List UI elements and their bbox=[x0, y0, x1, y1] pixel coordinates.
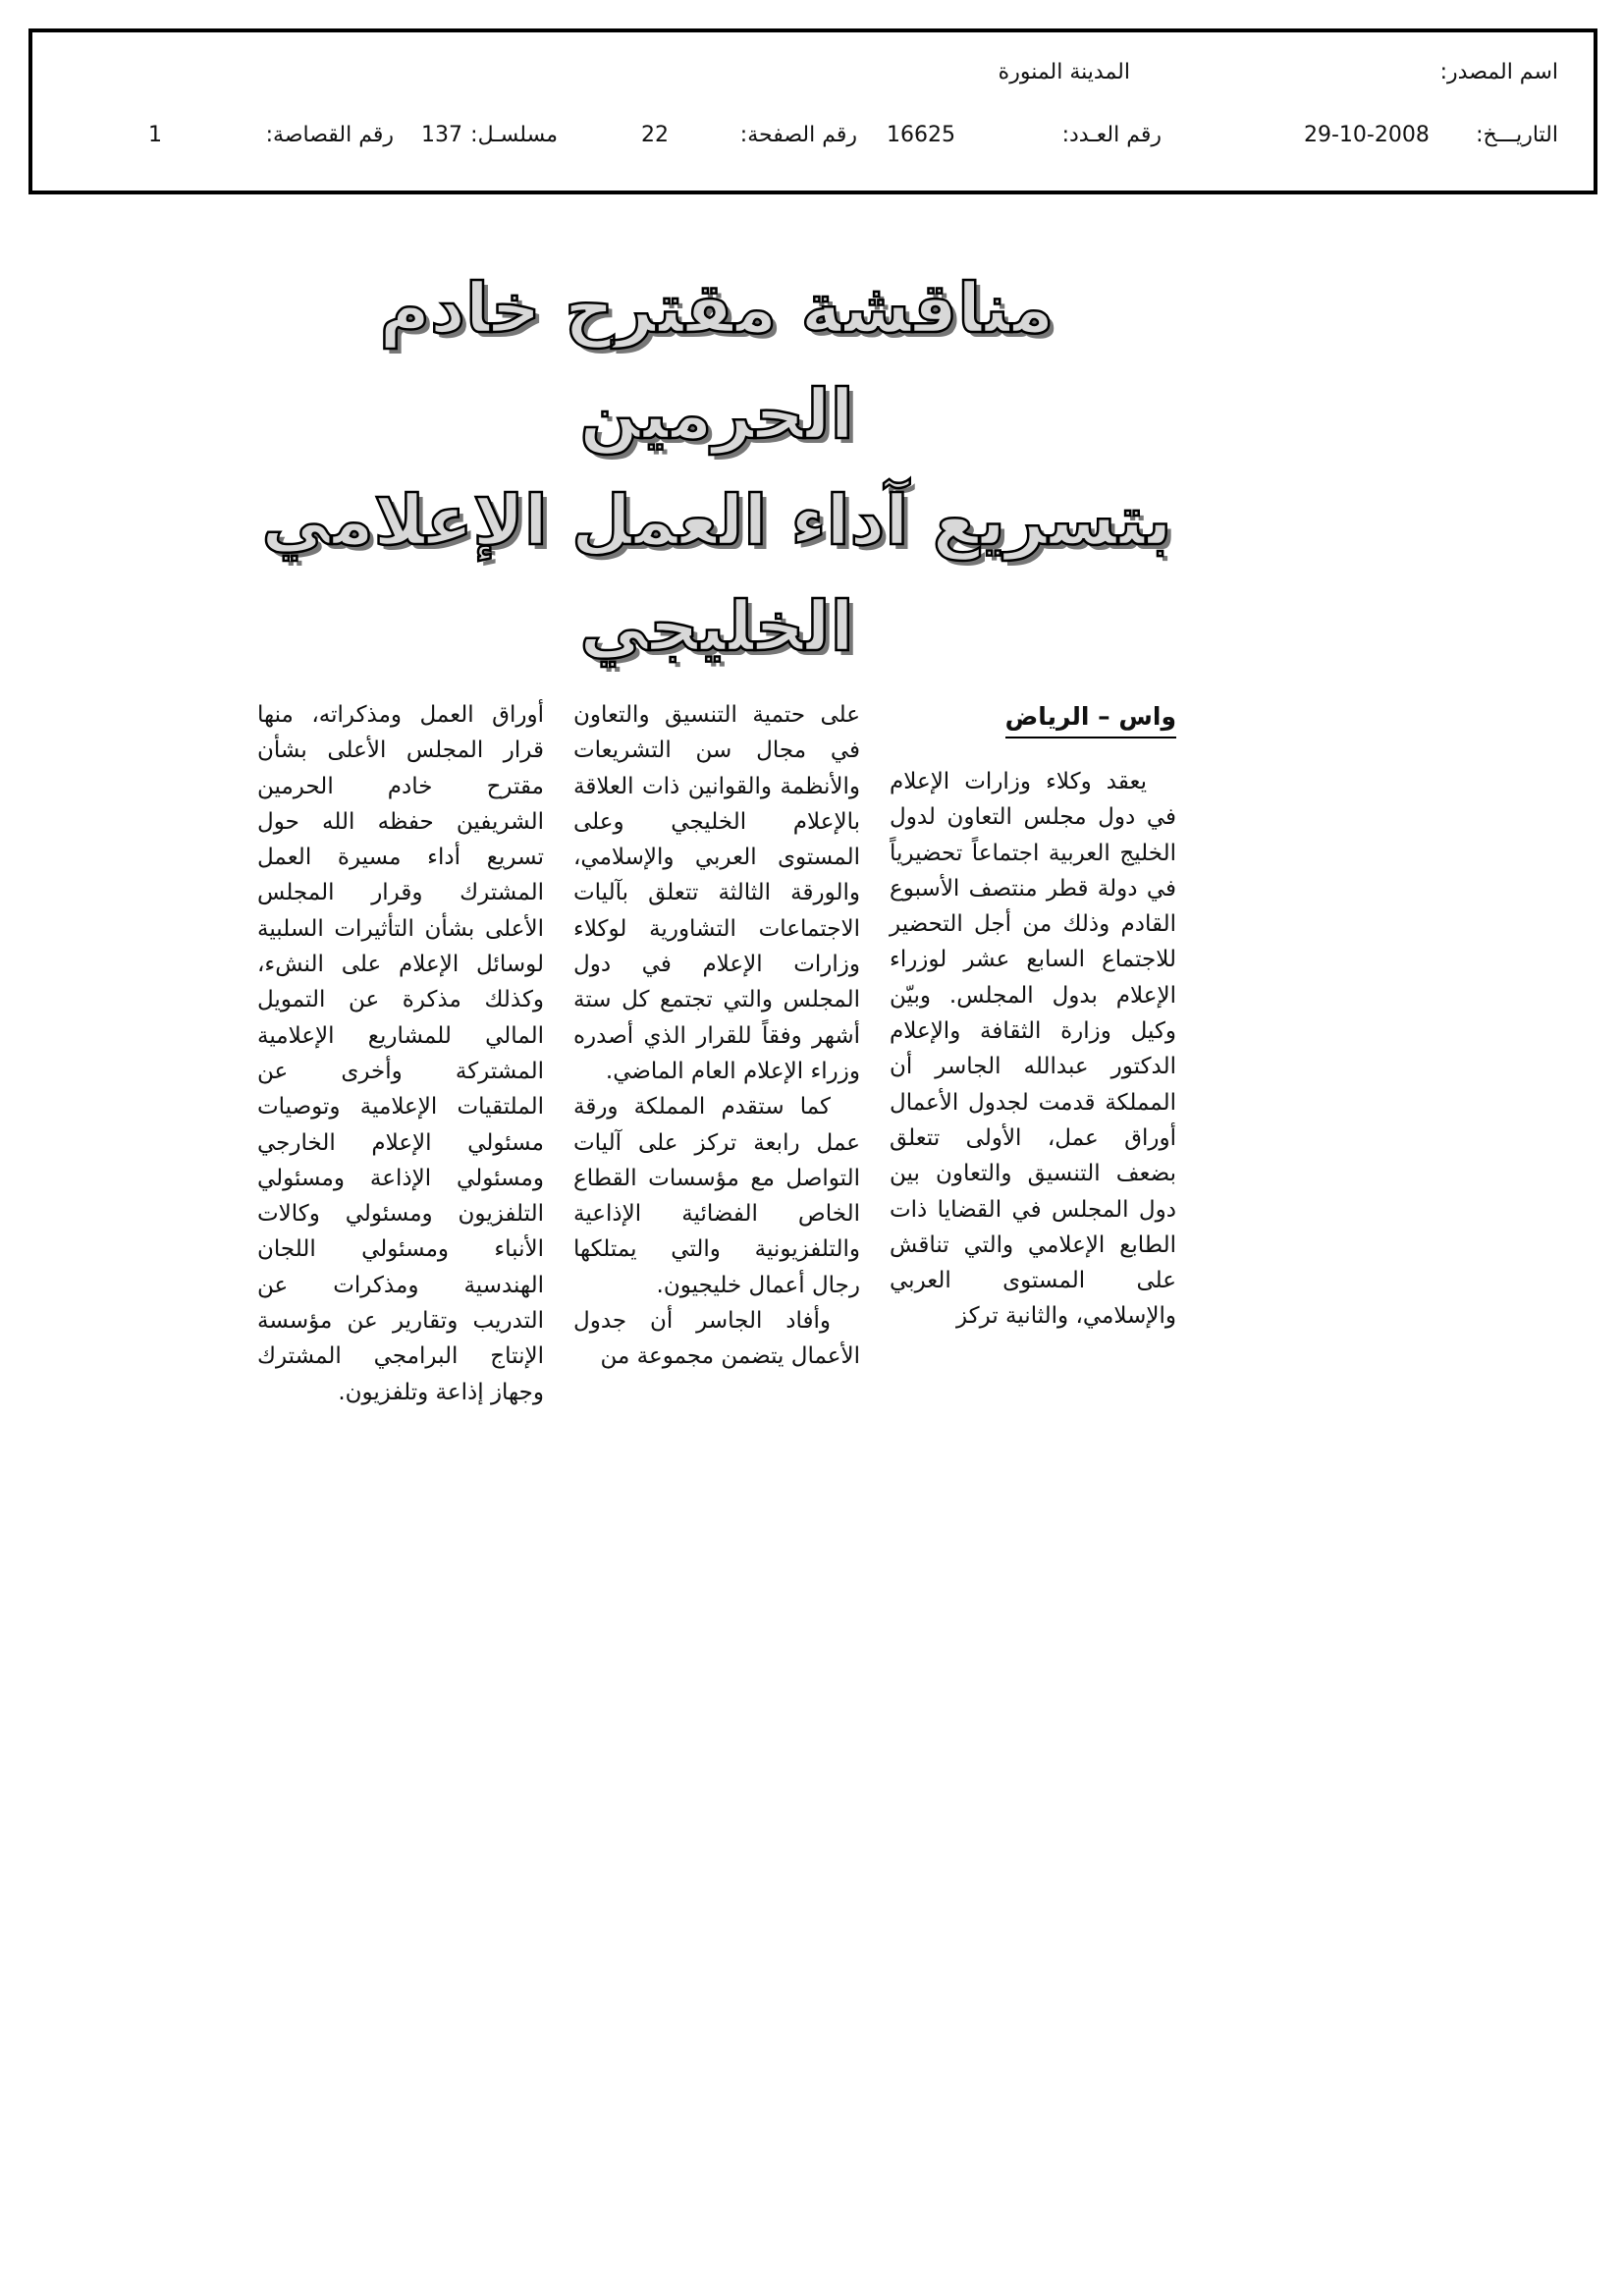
news-article bbox=[257, 255, 1176, 1404]
column-2-paragraph-2: كما ستقدم المملكة ورقة عمل رابعة تركز على آليات التواصل مع مؤسسات القطاع الخاص الفضائية الإذاعية والتلفزيونية والتي يمتلكها رجال أعمال خليجيون. bbox=[573, 1094, 860, 1298]
column-1-text: يعقد وكلاء وزارات الإعلام في دول مجلس التعاون لدول الخليج العربية اجتماعاً تحضيرياً في دولة قطر منتصف الأسبوع القادم وذلك من أجل التحضير للاجتماع السابع عشر لوزراء الإعلام بدول المجلس. وبيّن وكيل وزارة الثقافة والإعلام الدكتور عبدالله الجاسر أن المملكة قدمت لجدول الأعمال أوراق عمل، الأولى تتعلق بضعف التنسيق والتعاون بين دول المجلس في القضايا ذات الطابع الإعلامي والتي تناقش على المستوى العربي والإسلامي، والثانية تركز bbox=[890, 769, 1176, 1330]
column-3-text: أوراق العمل ومذكراته، منها قرار المجلس الأعلى بشأن مقترح خادم الحرمين الشريفين حفظه الله حول تسريع أداء مسيرة العمل المشترك وقرار المجلس الأعلى بشأن التأثيرات السلبية لوسائل الإعلام على النشء، وكذلك مذكرة عن التمويل المالي للمشاريع الإعلامية المشتركة وأخرى عن الملتقيات الإعلامية وتوصيات مسئولي الإعلام الخارجي ومسئولي الإذاعة ومسئولي التلفزيون ومسئولي وكالات الأنباء ومسئولي اللجان الهندسية ومذكرات عن التدريب وتقارير عن مؤسسة الإنتاج البرامجي المشترك وجهاز إذاعة وتلفزيون. bbox=[257, 702, 544, 1405]
issue-label: رقم العـدد: bbox=[1061, 123, 1162, 147]
column-2-paragraph-1: على حتمية التنسيق والتعاون في مجال سن التشريعات والأنظمة والقوانين ذات العلاقة بالإعلام الخليجي وعلى المستوى العربي والإسلامي، والورقة الثالثة تتعلق بآليات الاجتماعات التشاورية لوكلاء وزارات الإعلام في دول المجلس والتي تجتمع كل ستة أشهر وفقاً للقرار الذي أصدره وزراء الإعلام العام الماضي. bbox=[573, 702, 860, 1084]
byline: واس – الرياض bbox=[1005, 697, 1176, 738]
headline-line-1: مناقشة مقترح خادم الحرمين bbox=[379, 268, 1055, 455]
serial-label: مسلسـل: bbox=[470, 123, 558, 147]
clip-label: رقم القصاصة: bbox=[265, 123, 394, 147]
article-column-2 bbox=[573, 697, 860, 1375]
issue-value: 16625 bbox=[887, 123, 955, 147]
headline-line-2: بتسريع آداء العمل الإعلامي الخليجي bbox=[261, 480, 1172, 667]
article-column-3 bbox=[257, 697, 544, 1410]
source-label: اسم المصدر: bbox=[1439, 60, 1558, 84]
date-label: التاريـــخ: bbox=[1476, 123, 1558, 147]
date-value: 29-10-2008 bbox=[1304, 123, 1430, 147]
serial-value: 137 bbox=[421, 123, 462, 147]
column-2-paragraph-3: وأفاد الجاسر أن جدول الأعمال يتضمن مجموعة من bbox=[573, 1308, 860, 1370]
clipping-header-box bbox=[28, 28, 1597, 194]
article-column-1 bbox=[890, 697, 1176, 1335]
article-columns bbox=[257, 697, 1176, 1404]
clip-value: 1 bbox=[148, 123, 162, 147]
page-value: 22 bbox=[641, 123, 669, 147]
source-value: المدينة المنورة bbox=[998, 60, 1130, 84]
page-label: رقم الصفحة: bbox=[739, 123, 857, 147]
